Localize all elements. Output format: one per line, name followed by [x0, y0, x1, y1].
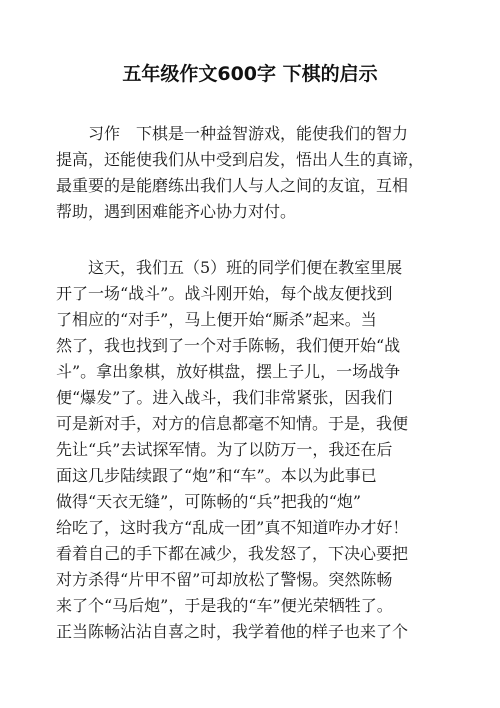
- paragraph-1-line-4: 帮助，遇到困难能齐心协力对付。: [56, 202, 297, 221]
- paragraph-2-line-1: 这天，我们五（5）班的同学们便在教室里展: [88, 258, 403, 277]
- paragraph-2-line-13: 对方杀得“片甲不留”可却放松了警惕。突然陈畅: [56, 570, 393, 589]
- paragraph-2-line-6: 便“爆发”了。进入战斗，我们非常紧张，因我们: [56, 388, 393, 407]
- paragraph-2-line-3: 了相应的“对手”，马上便开始“厮杀”起来。当: [56, 310, 377, 329]
- paragraph-1-line-2: 提高，还能使我们从中受到启发，悟出人生的真谛，: [56, 150, 425, 169]
- paragraph-2-line-11: 给吃了，这时我方“乱成一团”真不知道咋办才好！: [56, 518, 409, 537]
- paragraph-2-line-12: 看着自己的手下都在减少，我发怒了，下决心要把: [56, 544, 409, 563]
- paragraph-2-line-2: 开了一场“战斗”。战斗刚开始，每个战友便找到: [56, 284, 393, 303]
- paragraph-2-line-8: 先让“兵”去试探军情。为了以防万一，我还在后: [56, 440, 393, 459]
- document-title: 五年级作文600字 下棋的启示: [122, 63, 378, 85]
- paragraph-2-line-14: 来了个“马后炮”，于是我的“车”便光荣牺牲了。: [56, 596, 393, 615]
- paragraph-2-line-15: 正当陈畅沾沾自喜之时，我学着他的样子也来了个: [56, 622, 409, 641]
- paragraph-2-line-9: 面这几步陆续跟了“炮”和“车”。本以为此事已: [56, 466, 377, 485]
- paragraph-2-line-5: 斗”。拿出象棋，放好棋盘，摆上子儿，一场战争: [56, 362, 401, 381]
- paragraph-2-line-7: 可是新对手，对方的信息都毫不知情。于是，我便: [56, 414, 409, 433]
- paragraph-2-line-4: 然了，我也找到了一个对手陈畅，我们便开始“战: [56, 336, 401, 355]
- paragraph-1-line-1: 习作 下棋是一种益智游戏，能使我们的智力: [88, 124, 409, 143]
- paragraph-1-line-3: 最重要的是能磨练出我们人与人之间的友谊，互相: [56, 176, 409, 195]
- paragraph-2-line-10: 做得“天衣无缝”，可陈畅的“兵”把我的“炮”: [56, 492, 362, 511]
